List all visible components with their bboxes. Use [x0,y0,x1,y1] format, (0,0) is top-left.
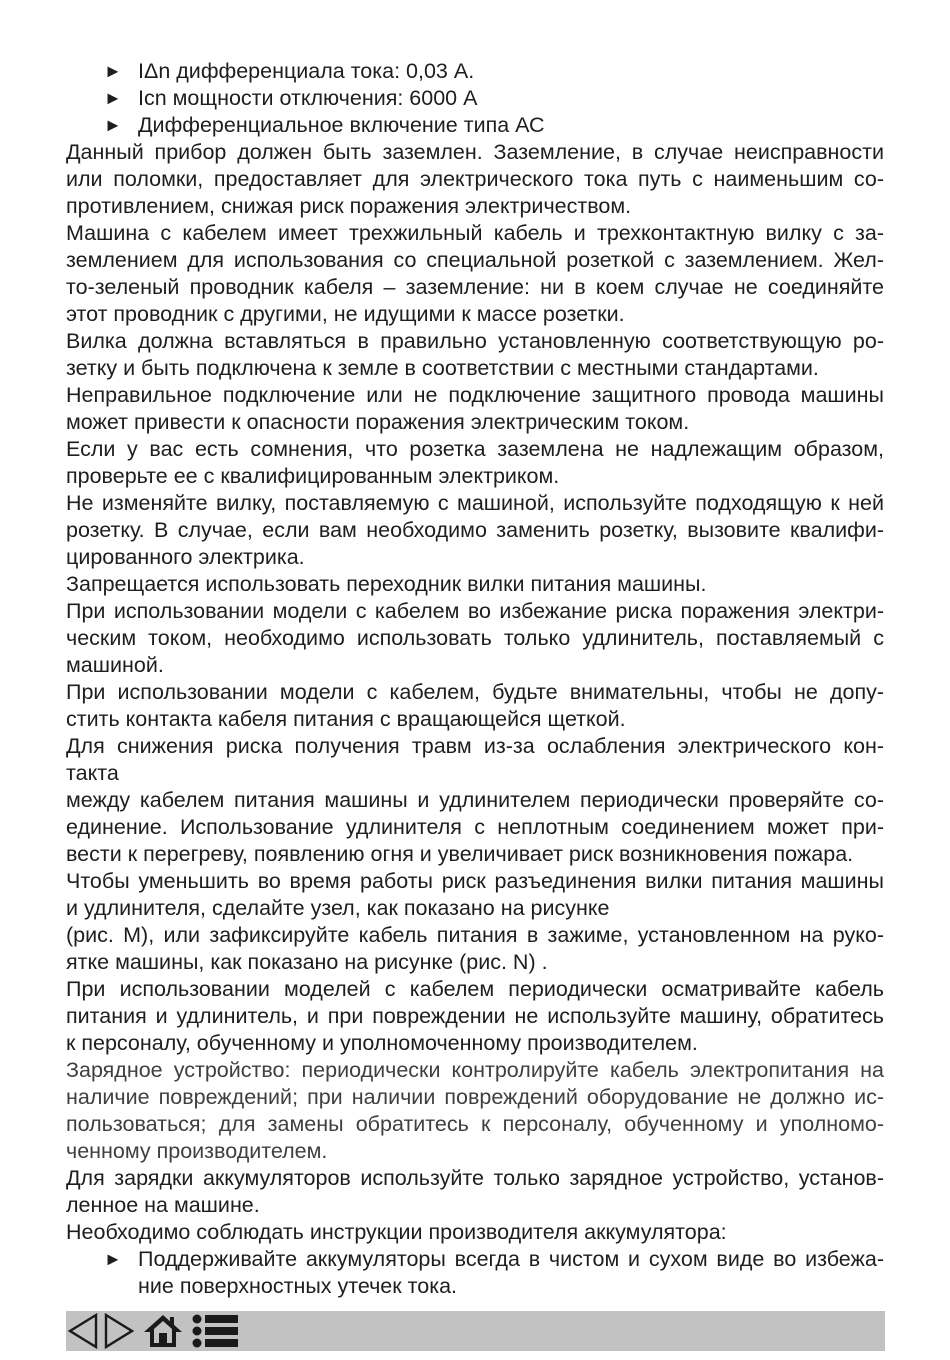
text-line: Для зарядки аккумуляторов используйте только зарядное устройство, установ- [66,1166,884,1190]
text-line: ленное на машине. [66,1193,260,1217]
paragraph-brush [66,679,884,733]
text-line: Вилка должна вставляться в правильно установленную соответствующую ро- [66,329,884,353]
text-line: При использовании моделей с кабелем периодически осматривайте кабель [66,977,884,1001]
text-line: проверьте ее с квалифицированным электриком. [66,464,560,488]
paragraph-connection-check [66,787,884,868]
paragraph-clamp [66,922,884,976]
bullet-item [66,58,884,85]
paragraph-wrong-connection [66,382,884,436]
text-line: к персоналу, обученному и уполномоченному производителем. [66,1031,698,1055]
home-icon [142,1313,184,1349]
paragraph-adapter [66,571,884,598]
paragraph-grounding [66,139,884,220]
bullet-text: Дифференциальное включение типа АС [138,113,545,137]
text-line: может привести к опасности поражения электрическим током. [66,410,690,434]
text-line: Для снижения риска получения травм из-за ослабления электрического кон- [66,734,884,758]
paragraph-charger [66,1057,884,1165]
bullet-text: ние поверхностных утечек тока. [138,1274,458,1298]
bullet-marker: ► [104,61,122,81]
paragraph-extension [66,598,884,679]
text-line: ятке машины, как показано на рисунке (рис. N) . [66,950,548,974]
navigation-bar [66,1311,885,1351]
paragraph-plug [66,328,884,382]
text-line: этот проводник с другими, не идущими к массе розетки. [66,302,625,326]
text-line: вести к перегреву, появлению огня и увеличивает риск возникновения пожара. [66,842,854,866]
prev-page-button[interactable] [66,1313,100,1349]
text-line: землением для использования со специальной розеткой с заземлением. Жел- [66,248,884,272]
paragraph-knot [66,868,884,922]
next-page-button[interactable] [102,1313,136,1349]
bullet-text: Поддерживайте аккумуляторы всегда в чистом и сухом виде во избежа- [138,1247,884,1271]
bullet-item [66,85,884,112]
bullet-marker: ► [104,115,122,135]
text-line: или поломки, предоставляет для электрического тока путь с наименьшим со- [66,167,884,191]
text-line: противлением, снижая риск поражения электричеством. [66,194,632,218]
text-line: (рис. М), или зафиксируйте кабель питания в зажиме, установленном на руко- [66,923,884,947]
text-line: Неправильное подключение или не подключение защитного провода машины [66,383,884,407]
prev-page-icon [66,1313,100,1349]
bullet-item [66,1246,884,1300]
text-line: между кабелем питания машины и удлинителем периодически проверяйте со- [66,788,884,812]
text-line: Не изменяйте вилку, поставляемую с машиной, используйте подходящую к ней [66,491,884,515]
text-line: ченному производителем. [66,1139,328,1163]
text-line: цированного электрика. [66,545,305,569]
text-line: зетку и быть подключена к земле в соответствии с местными стандартами. [66,356,819,380]
text-line: ческим током, необходимо использовать только удлинитель, поставляемый с [66,626,884,650]
document-page [66,58,884,1300]
text-line: Необходимо соблюдать инструкции производителя аккумулятора: [66,1220,727,1244]
paragraph-contact [66,733,884,787]
paragraph-inspect-cable [66,976,884,1057]
next-page-icon [102,1313,136,1349]
bullet-marker: ► [104,88,122,108]
text-line: такта [66,761,119,785]
paragraph-doubts [66,436,884,490]
contents-icon [192,1313,240,1349]
text-line: и удлинителя, сделайте узел, как показано на рисунке [66,896,610,920]
text-line: наличие повреждений; при наличии повреждений оборудование не должно ис- [66,1085,884,1109]
bullet-text-line [66,1273,884,1300]
text-line: При использовании модели с кабелем, будьте внимательны, чтобы не допу- [66,680,884,704]
bullet-text-line [66,1246,884,1273]
text-line: При использовании модели с кабелем во избежание риска поражения электри- [66,599,884,623]
text-line: Чтобы уменьшить во время работы риск разъединения вилки питания машины [66,869,884,893]
bullet-text: IΔn дифференциала тока: 0,03 А. [138,59,475,83]
text-line: питания и удлинитель, и при повреждении не используйте машину, обратитесь [66,1004,884,1028]
text-line: стить контакта кабеля питания с вращающейся щеткой. [66,707,626,731]
text-line: Машина с кабелем имеет трехжильный кабель и трехконтактную вилку с за- [66,221,884,245]
text-line: то-зеленый проводник кабеля – заземление: ни в коем случае не соединяйте [66,275,884,299]
text-line: Если у вас есть сомнения, что розетка заземлена не надлежащим образом, [66,437,884,461]
text-line: розетку. В случае, если вам необходимо заменить розетку, вызовите квалифи- [66,518,884,542]
contents-button[interactable] [192,1313,240,1349]
home-button[interactable] [142,1313,184,1349]
bullet-text: Icn мощности отключения: 6000 А [138,86,478,110]
paragraph-no-modify [66,490,884,571]
paragraph-charging [66,1165,884,1219]
bullet-marker: ► [104,1249,122,1269]
bullet-item [66,112,884,139]
text-line: единение. Использование удлинителя с неплотным соединением может при- [66,815,884,839]
text-line: Запрещается использовать переходник вилки питания машины. [66,572,707,596]
text-line: пользоваться; для замены обратитесь к персоналу, обученному и уполномо- [66,1112,884,1136]
paragraph-cable [66,220,884,328]
text-line: машиной. [66,653,164,677]
text-line: Зарядное устройство: периодически контролируйте кабель электропитания на [66,1058,884,1082]
paragraph-battery-instructions [66,1219,884,1246]
text-line: Данный прибор должен быть заземлен. Заземление, в случае неисправности [66,140,884,164]
